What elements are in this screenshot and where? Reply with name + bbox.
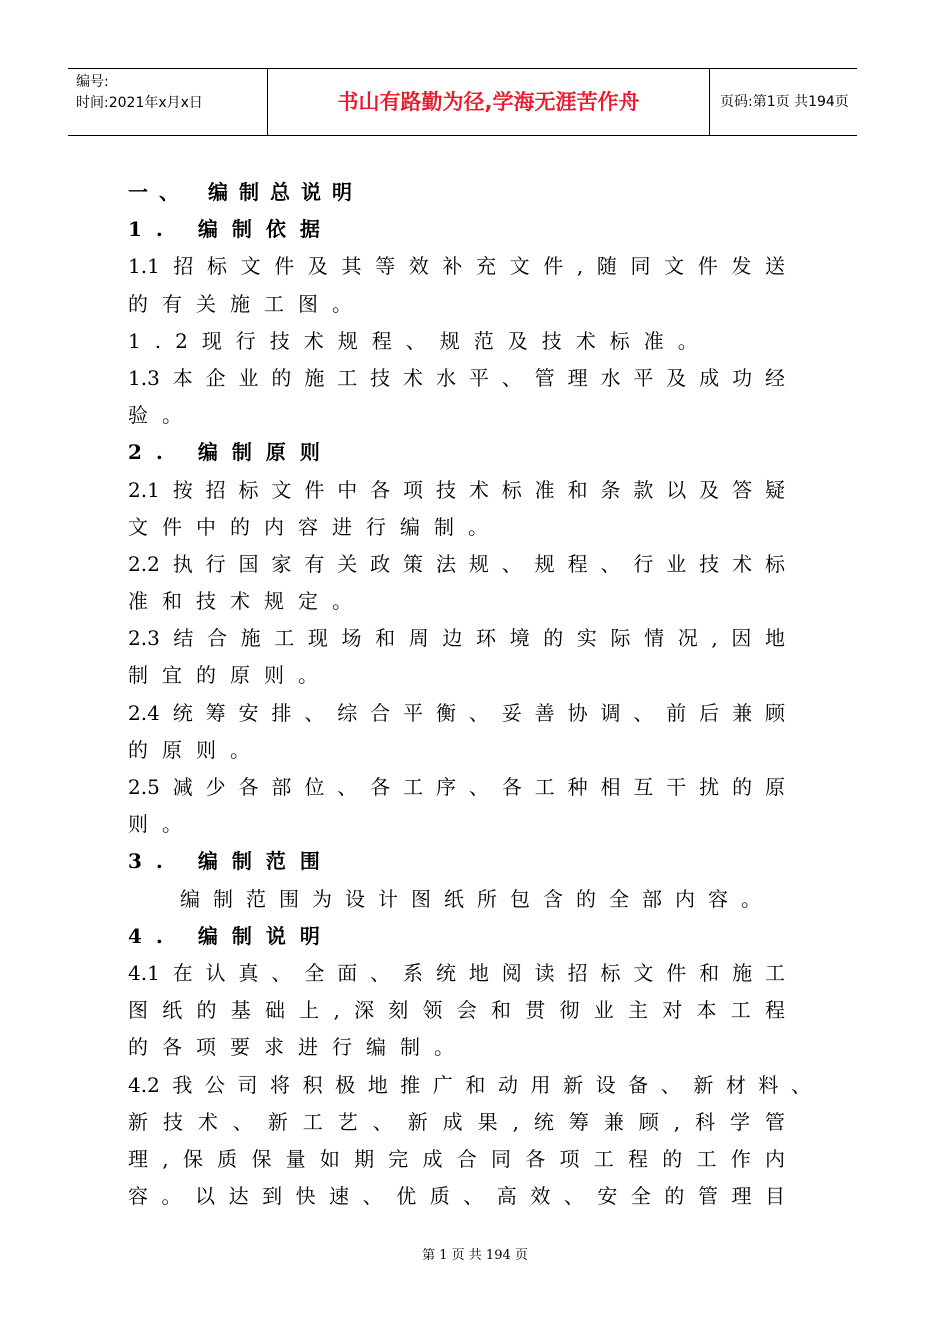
document-body <box>128 174 828 1215</box>
paragraph-line: 新技术、新工艺、新成果,统筹兼顾,科学管 <box>128 1109 785 1134</box>
header-page-info: 页码:第1页 共194页 <box>720 94 849 110</box>
paragraph-line: 文件中的内容进行编制。 <box>128 514 502 539</box>
section-heading: 2. 编制原则 <box>128 440 334 465</box>
paragraph-line: 2.5减少各部位、各工序、各工种相互干扰的原 <box>128 775 785 799</box>
paragraph-line: 验。 <box>128 403 196 428</box>
document-number-label: 编号: <box>76 74 109 90</box>
paragraph-line: 2.4统筹安排、综合平衡、妥善协调、前后兼顾 <box>128 700 785 725</box>
paragraph-line: 1.2现行技术规程、规范及技术标准。 <box>128 328 712 353</box>
paragraph-line: 理,保质保量如期完成合同各项工程的工作内 <box>128 1146 785 1171</box>
header-motto: 书山有路勤为径,学海无涯苦作舟 <box>268 69 710 135</box>
paragraph-line: 4.1在认真、全面、系统地阅读招标文件和施工 <box>128 960 785 985</box>
paragraph-line: 2.2执行国家有关政策法规、规程、行业技术标 <box>128 551 785 576</box>
section-heading: 1. 编制依据 <box>128 217 334 242</box>
paragraph-line: 图纸的基础上,深刻领会和贯彻业主对本工程 <box>128 998 785 1023</box>
paragraph-line: 2.3结合施工现场和周边环境的实际情况,因地 <box>128 626 785 651</box>
paragraph-line: 的有关施工图。 <box>128 291 366 316</box>
paragraph-line: 容。以达到快速、优质、高效、安全的管理目 <box>128 1184 785 1209</box>
paragraph-line: 制宜的原则。 <box>128 663 332 688</box>
paragraph-line: 的原则。 <box>128 737 264 762</box>
document-time-label: 时间:2021年x月x日 <box>76 95 203 111</box>
page-header <box>68 68 857 136</box>
section-heading: 4. 编制说明 <box>128 923 334 948</box>
section-heading: 3. 编制范围 <box>128 849 334 874</box>
page-footer: 第 1 页 共 194 页 <box>422 1248 528 1263</box>
paragraph-line: 的各项要求进行编制。 <box>128 1035 468 1060</box>
paragraph-line: 4.2我公司将积极地推广和动用新设备、新材料、 <box>128 1072 811 1097</box>
header-left-cell <box>68 69 268 135</box>
document-title: 一、 编制总说明 <box>128 180 363 204</box>
paragraph-line: 准和技术规定。 <box>128 589 366 614</box>
paragraph-line: 2.1按招标文件中各项技术标准和条款以及答疑 <box>128 477 785 502</box>
paragraph-line: 1.3本企业的施工技术水平、管理水平及成功经 <box>128 365 785 390</box>
paragraph-line: 编制范围为设计图纸所包含的全部内容。 <box>180 886 774 911</box>
paragraph-line: 则。 <box>128 812 196 837</box>
paragraph-line: 1.1招标文件及其等效补充文件,随同文件发送 <box>128 254 785 279</box>
